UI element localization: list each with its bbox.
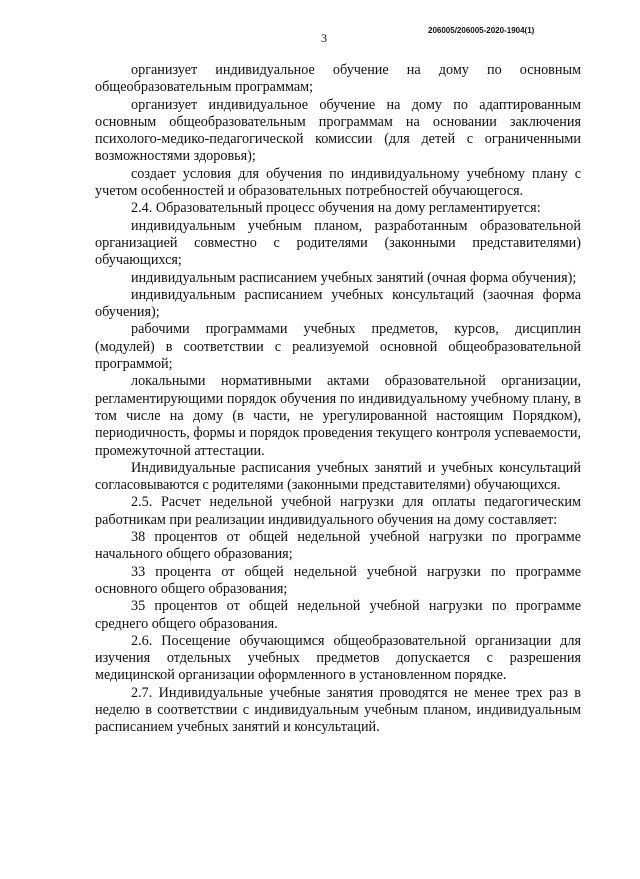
paragraph: 38 процентов от общей недельной учебной нагрузки по программе начального общего образования; bbox=[95, 529, 581, 563]
paragraph: создает условия для обучения по индивидуальному учебному плану с учетом особенностей и образовательных потребностей обучающегося. bbox=[95, 165, 581, 200]
paragraph: индивидуальным расписанием учебных занятий (очная форма обучения); bbox=[131, 269, 577, 286]
paragraph: индивидуальным расписанием учебных консультаций (заочная форма обучения); bbox=[95, 286, 581, 321]
paragraph: 2.4. Образовательный процесс обучения на дому регламентируется: bbox=[131, 200, 541, 217]
document-code: 206005/206005-2020-1904(1) bbox=[428, 26, 535, 35]
document-body bbox=[95, 62, 581, 737]
paragraph: 2.7. Индивидуальные учебные занятия проводятся не менее трех раз в неделю в соответствии с индивидуальным учебным планом, индивидуальным расписанием учебных занятий и консультаций. bbox=[95, 684, 581, 736]
paragraph: локальными нормативными актами образовательной организации, регламентирующими порядок обучения по индивидуальному учебному плану, в том числе на дому (в части, не урегулированной настоящим Порядком), периодичность, формы и порядок проведения текущего контроля успеваемости, промежуточной аттестации. bbox=[95, 373, 581, 459]
paragraph: организует индивидуальное обучение на дому по основным общеобразовательным программам; bbox=[95, 62, 581, 96]
paragraph: Индивидуальные расписания учебных занятий и учебных консультаций согласовываются с родителями (законными представителями) обучающихся. bbox=[95, 459, 581, 494]
paragraph: 2.6. Посещение обучающимся общеобразовательной организации для изучения отдельных учебных предметов допускается с разрешения медицинской организации оформленного в установленном порядке. bbox=[95, 632, 581, 684]
paragraph: индивидуальным учебным планом, разработанным образовательной организацией совместно с родителями (законными представителями) обучающихся; bbox=[95, 217, 581, 269]
paragraph: 33 процента от общей недельной учебной нагрузки по программе основного общего образования; bbox=[95, 563, 581, 597]
paragraph: 35 процентов от общей недельной учебной нагрузки по программе среднего общего образования. bbox=[95, 598, 581, 632]
page-number: 3 bbox=[321, 31, 327, 45]
paragraph: 2.5. Расчет недельной учебной нагрузки для оплаты педагогическим работникам при реализации индивидуального обучения на дому составляет: bbox=[95, 494, 581, 528]
paragraph: рабочими программами учебных предметов, курсов, дисциплин (модулей) в соответствии с реализуемой основной общеобразовательной программой; bbox=[95, 321, 581, 373]
paragraph: организует индивидуальное обучение на дому по адаптированным основным общеобразовательным программам на основании заключения психолого-медико-педагогической комиссии (для детей с ограниченными возможностями здоровья); bbox=[95, 96, 581, 165]
